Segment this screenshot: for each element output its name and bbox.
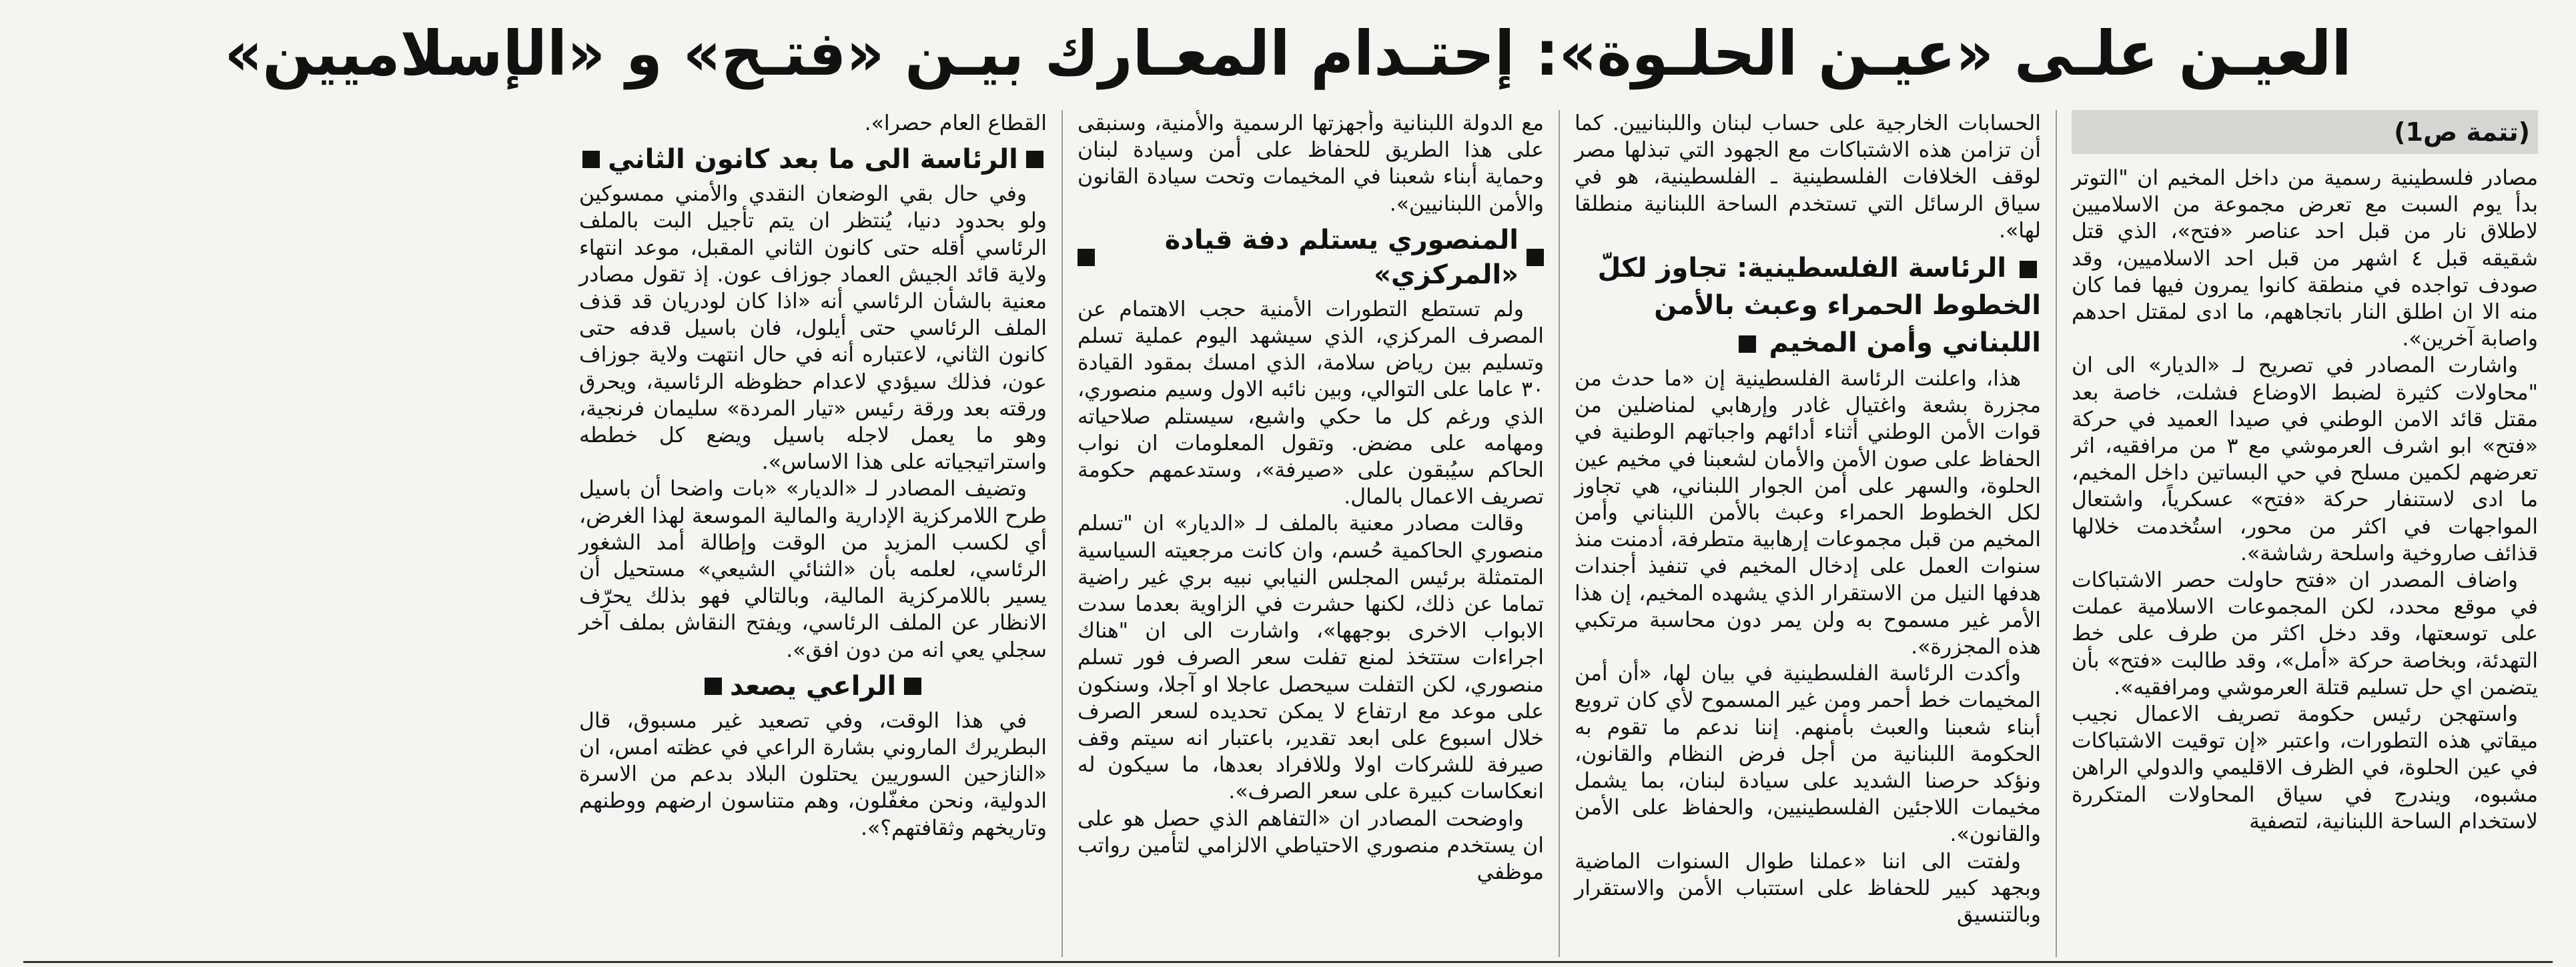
subheading <box>1575 249 2041 361</box>
paragraph: واوضحت المصادر ان «التفاهم الذي حصل هو على ان يستخدم منصوري الاحتياطي الالزامي لتأمين رواتب موظفي <box>1078 806 1544 885</box>
paragraph: ولم تستطع التطورات الأمنية حجب الاهتمام عن المصرف المركزي، الذي سيشهد اليوم عملية تسلم وتسليم بين رياض سلامة، الذي امسك بمقود القيادة ٣٠ عاما على التوالي، وبين نائبه الاول وسيم منصوري، الذي ورغم كل ما حكي واشيع، سيستلم صلاحياته ومهامه على مضض. وتقول المعلومات ان نواب الحاكم سيُبقون على «صيرفة»، وستدعمهم حكومة تصريف الاعمال بالمال. <box>1078 297 1544 510</box>
square-bullet-icon <box>1527 249 1544 266</box>
continued-label: (تتمة ص1) <box>2072 110 2538 154</box>
headline: العيـن علـى «عيـن الحلـوة»: إحتـدام المعـارك بيـن «فتـح» و «الإسلاميين» <box>224 18 2352 89</box>
square-bullet-icon <box>1739 335 1756 353</box>
column-3 <box>1061 110 1559 957</box>
paragraph: وتضيف المصادر لـ «الديار» «بات واضحا أن باسيل طرح اللامركزية الإدارية والمالية الموسعة لهذا الغرض، أي لكسب المزيد من الوقت وإطالة أمد الشغور الرئاسي، لعلمه بأن «الثنائي الشيعي» مستحيل أن يسير باللامركزية المالية، وبالتالي فهو بذلك يحرّف الانظار عن الملف الرئاسي، ويفتح النقاش بملف آخر سجلي يعي انه من دون افق». <box>579 477 1047 662</box>
paragraph: مع الدولة اللبنانية وأجهزتها الرسمية والأمنية، وسنبقى على هذا الطريق للحفاظ على أمن وسيادة لبنان وحماية أبناء شعبنا في المخيمات وتحت سيادة القانون والأمن اللبنانيين». <box>1078 111 1544 216</box>
paragraph: واشارت المصادر في تصريح لـ «الديار» الى ان "محاولات كثيرة لضبط الاوضاع فشلت، خاصة بعد مقتل قائد الامن الوطني في صيدا العميد في حركة «فتح» ابو اشرف العرموشي مع ٣ من مرافقيه، اثر تعرضهم لكمين مسلح في حي البساتين داخل المخيم، ما ادى لاستنفار حركة «فتح» عسكرياً، واشتعال المواجهات في اكثر من محور، استُخدمت خلالها قذائف صاروخية واسلحة رشاشة». <box>2072 353 2538 566</box>
column-1 <box>2056 110 2553 957</box>
paragraph: وأكدت الرئاسة الفلسطينية في بيان لها، «أن أمن المخيمات خط أحمر ومن غير المسموح لأي كان ترويع أبناء شعبنا والعبث بأمنهم. إننا ندعم ما تقوم به الحكومة اللبنانية من أجل فرض النظام والقانون، ونؤكد حرصنا الشديد على سيادة لبنان، بما يشمل مخيمات اللاجئين الفلسطينيين، والحفاظ على الأمن والقانون». <box>1575 662 2041 847</box>
bottom-rule <box>23 961 2553 963</box>
square-bullet-icon <box>904 678 921 695</box>
paragraph: وفي حال بقي الوضعان النقدي والأمني ممسوكين ولو بحدود دنيا، يُنتظر ان يتم تأجيل البت بالملف الرئاسي أقله حتى كانون الثاني المقبل، موعد انتهاء ولاية قائد الجيش العماد جوزاف عون. إذ تقول مصادر معنية بالشأن الرئاسي أنه «اذا كان لودريان قد قذف الملف الرئاسي حتى أيلول، فان باسيل قدفه حتى كانون الثاني، لاعتباره أنه في حال انتهت ولاية جوزاف عون، فذلك سيؤدي لاعدام حظوظه الرئاسية، ويحرق ورقته بعد ورقة رئيس «تيار المردة» سليمان فرنجية، وهو ما يعمل لاجله باسيل ويضع كل خططه واستراتيجياته على هذا الاساس». <box>579 182 1047 475</box>
square-bullet-icon <box>1078 249 1095 266</box>
paragraph: هذا، واعلنت الرئاسة الفلسطينية إن «ما حدث من مجزرة بشعة واغتيال غادر وإرهابي لمناضلين من قوات الأمن الوطني أثناء أدائهم واجباتهم الوطنية في الحفاظ على صون الأمن والأمان لشعبنا في مخيم عين الحلوة، والسهر على أمن الجوار اللبناني، هي تجاوز لكل الخطوط الحمراء وعبث بالأمن اللبناني وأمن المخيم من قبل مجموعات إرهابية متطرفة، أدمنت منذ سنوات العمل على إدخال المخيم في تنفيذ أجندات هدفها النيل من الاستقرار الذي يشهده المخيم، إن هذا الأمر غير مسموح به ولن يمر دون محاسبة مرتكبي هذه المجزرة». <box>1575 367 2041 660</box>
subheading-text: الراعي يصعد <box>729 670 897 702</box>
subheading <box>579 142 1047 177</box>
square-bullet-icon <box>582 151 600 168</box>
paragraph: في هذا الوقت، وفي تصعيد غير مسبوق، قال البطريرك الماروني بشارة الراعي في عظته امس، ان «النازحين السوريين يحتلون البلاد بدعم من الاسرة الدولية، ونحن مغفّلون، وهم متناسون ارضهم ووطنهم وتاريخهم وثقافتهم؟». <box>579 708 1047 840</box>
paragraph: ولفتت الى اننا «عملنا طوال السنوات الماضية وبجهد كبير للحفاظ على استتباب الأمن والاستقرار وبالتنسيق <box>1575 849 2041 928</box>
subheading-text: الرئاسة الفلسطينية: تجاوز لكلّ الخطوط الحمراء وعبث بالأمن اللبناني وأمن المخيم <box>1597 253 2041 359</box>
subheading-text: الرئاسة الى ما بعد كانون الثاني <box>608 144 1018 175</box>
subheading <box>1078 223 1544 292</box>
square-bullet-icon <box>705 678 722 695</box>
article-columns <box>23 110 2553 957</box>
paragraph: واضاف المصدر ان «فتح حاولت حصر الاشتباكات في موقع محدد، لكن المجموعات الاسلامية عملت على توسعتها، وقد دخل اكثر من طرف على خط التهدئة، وبخاصة حركة «أمل»، وقد طالبت «فتح» بأن يتضمن اي حل تسليم قتلة العرموشي ومرافقيه». <box>2072 568 2538 700</box>
paragraph: مصادر فلسطينية رسمية من داخل المخيم ان "التوتر بدأ يوم السبت مع تعرض مجموعة من الاسلاميين لاطلاق نار من قبل احد عناصر «فتح»، الذي قتل شقيقه قبل ٤ اشهر من قبل احد الاسلاميين، وقد صودف تواجده في منطقة كانوا يمرون فيها فما كان منه الا ان اطلق النار باتجاههم، ما ادى لمقتل احدهم واصابة آخرين». <box>2072 166 2538 351</box>
paragraph: الحسابات الخارجية على حساب لبنان واللبنانيين. كما أن تزامن هذه الاشتباكات مع الجهود التي تبذلها مصر لوقف الخلافات الفلسطينية ـ الفلسطينية، هو في سياق الرسائل التي تستخدم الساحة اللبنانية منطلقا لها». <box>1575 111 2041 243</box>
square-bullet-icon <box>2020 261 2037 278</box>
paragraph: وقالت مصادر معنية بالملف لـ «الديار» ان "تسلم منصوري الحاكمية حُسم، وان كانت مرجعيته السياسية المتمثلة برئيس المجلس النيابي نبيه بري غير راضية تماما عن ذلك، لكنها حشرت في الزاوية بعدما سدت الابواب الاخرى بوجهها»، واشارت الى ان "هناك اجراءات ستتخذ لمنع تفلت سعر الصرف فور تسلم منصوري، لكن التفلت سيحصل عاجلا او آجلا، وسنكون على موعد مع ارتفاع لا يمكن تحديده لسعر الصرف خلال اسبوع على ابعد تقدير، باعتبار انه سيتم وقف صيرفة للشركات اولا وللافراد بعدها، ما سيكون له انعكاسات كبيرة على سعر الصرف». <box>1078 512 1544 804</box>
subheading-text: المنصوري يستلم دفة قيادة «المركزي» <box>1164 224 1519 290</box>
subheading <box>579 669 1047 704</box>
paragraph: القطاع العام حصرا». <box>864 111 1047 135</box>
square-bullet-icon <box>1026 151 1043 168</box>
column-4 <box>564 110 1061 957</box>
paragraph: واستهجن رئيس حكومة تصريف الاعمال نجيب ميقاتي هذه التطورات، واعتبر «إن توقيت الاشتباكات في عين الحلوة، في الظرف الاقليمي والدولي الراهن مشبوه، ويندرج في سياق المحاولات المتكررة لاستخدام الساحة اللبنانية، لتصفية <box>2072 702 2538 834</box>
column-2 <box>1559 110 2056 957</box>
